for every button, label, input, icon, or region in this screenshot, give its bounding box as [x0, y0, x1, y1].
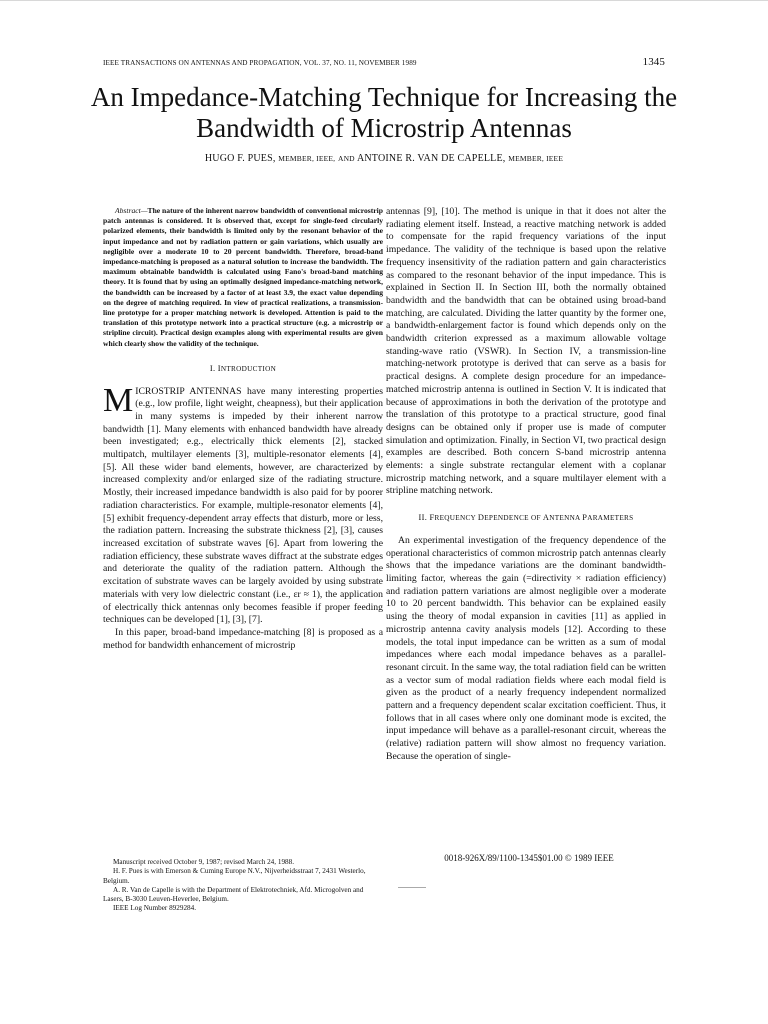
author-membership: MEMBER, IEEE, [278, 154, 336, 163]
section-heading-frequency-dependence: II. FREQUENCY DEPENDENCE OF ANTENNA PARAMETERS [418, 513, 634, 523]
section-heading-introduction: I. INTRODUCTION [209, 363, 277, 373]
footnote-author1: H. F. Pues is with Emerson & Cuming Europe N.V., Nijverheidsstraat 7, 2431 Westerlo, Belgium. [103, 867, 366, 885]
section2-paragraph: An experimental investigation of the frequency dependence of the operational characteristics of common microstrip patch antennas clearly shows that the impedance variations are the dominant bandwidth-limiting factor, whereas the gain (=directivity × radiation efficiency) and radiation pattern variations are almost negligible over a moderate 10 to 20 percent bandwidth. This behavior can be explained easily using the theory of modal expansion in cavities [11] as applied in microstrip antenna cavity analysis models [12]. According to these models, the total input impedance can be written as a sum of modal impedances where each modal impedance behaves as a parallel-resonant circuit. In the same way, the total radiation field can be written as a vector sum of modal radiation fields where each modal field is given as the product of a nearly frequency independent normalized pattern and a frequency dependent scalar excitation coefficient. Thus, it follows that in all cases where only one dominant mode is excited, the input impedance will behave as a parallel-resonant circuit, whereas the (relative) radiation pattern will show almost no frequency variation. Because the operation of single- [386, 534, 666, 762]
abstract-label: Abstract— [115, 206, 148, 215]
abstract [103, 206, 383, 349]
drop-cap: M [103, 381, 134, 419]
footnote-received: Manuscript received October 9, 1987; revised March 24, 1988. [113, 858, 295, 866]
author-conjunction: AND [337, 154, 355, 163]
journal-citation: IEEE TRANSACTIONS ON ANTENNAS AND PROPAGATION, VOL. 37, NO. 11, NOVEMBER 1989 [103, 59, 417, 67]
author-line [90, 153, 678, 164]
intro-continuation: antennas [9], [10]. The method is unique in that it does not alter the radiating element itself. Instead, a reactive matching network is added to compensate for the rapid frequency variations of the input impedance. The validity of the technique is based upon the relative frequency insensitivity of the radiation pattern and gain characteristics as compared to the resonant behavior of the input impedance. This is explained in Section II. In Section III, both the normally obtained bandwidth and the bandwidth that can be obtained using broad-band matching, are calculated. Dividing the latter quantity by the former one, a bandwidth-enlargement factor is found which depends only on the bandwidth criterion expressed as a maximum allowable voltage standing-wave ratio (VSWR). In Section IV, a transmission-line matching-network prototype is derived that can serve as a basis for practical designs. A complete design procedure for an impedance-matched microstrip antenna is outlined in Section V. It is indicated that because of approximations in both the derivation of the prototype and the translation of this prototype to a practical structure, good final designs can be obtained only if proper use is made of computer simulation and optimization. Finally, in Section VI, two practical design examples are described. Both concern S-band microstrip antenna elements: a single substrate rectangular element with a coplanar microstrip matching network, and a square multilayer element with a stripline matching network. [386, 206, 666, 497]
paper-title: An Impedance-Matching Technique for Increasing the Bandwidth of Microstrip Antennas [90, 82, 678, 143]
abstract-text: The nature of the inherent narrow bandwidth of conventional microstrip patch antennas is considered. It is observed that, except for single-feed circularly polarized elements, their bandwidth is limited only by the resonant behavior of the input impedance and not by radiation pattern or gain variations, which usually are negligible over a moderate 10 to 20 percent bandwidth. Therefore, broad-band impedance-matching is proposed as a natural solution to increase the bandwidth. The maximum obtainable bandwidth is calculated using Fano's broad-band matching theory. It is found that by using an optimally designed impedance-matching network, the bandwidth can be increased by a factor of at least 3.9, the exact value depending on the degree of matching required. In view of practical realizations, a transmission-line prototype for a proper matching network is developed. Attention is paid to the translation of this prototype network into a practical structure (e.g. a microstrip or stripline circuit). Practical design examples along with experimental results are given which clearly show the validity of the technique. [103, 206, 383, 348]
author-name: HUGO F. PUES, [204, 153, 276, 164]
footnote-author2: A. R. Van de Capelle is with the Department of Elektrotechniek, Afd. Microgolven and Lasers, B-3030 Leuven-Heverlee, Belgium. [103, 885, 364, 904]
bottom-mark [398, 887, 426, 888]
left-column [103, 206, 383, 652]
page-number: 1345 [642, 56, 665, 68]
author-name: ANTOINE R. VAN DE CAPELLE, [356, 153, 506, 164]
copyright-line: 0018-926X/89/1100-1345$01.00 © 1989 IEEE [444, 853, 614, 863]
author-membership: MEMBER, IEEE [508, 154, 564, 163]
right-column [386, 206, 666, 764]
footnote [103, 858, 383, 914]
intro-paragraph-1: MICROSTRIP ANTENNAS have many interesting properties (e.g., low profile, light weight, cheapness), but their application in many systems is impeded by their inherent narrow bandwidth [1]. Many elements with enhanced bandwidth have already been investigated; e.g., electrically thick elements [2], stacked multipatch, multilayer elements [3], multiple-resonator elements [4], [5]. All these wider band elements, however, are characterized by increased complexity and/or enlarged size of the radiating structure. Mostly, their increased impedance bandwidth is also paid for by poorer radiation characteristics. For example, multiple-resonator elements [4], [5] exhibit frequency-dependent array effects that disturb, more or less, the radiation pattern. Increasing the substrate thickness [2], [3], causes increased excitation of substrate waves [6]. Apart from lowering the radiation efficiency, these substrate waves diffract at the substrate edges and deteriorate the quality of the radiation pattern. Although the excitation of substrate waves can be largely avoided by using substrate materials with very low dielectric constant (i.e., εr ≈ 1), the application of electrically thick antennas only becomes feasible if proper feeding techniques can be developed [1], [3], [7]. [103, 381, 383, 626]
running-header [103, 56, 665, 70]
intro-paragraph-2: In this paper, broad-band impedance-matching [8] is proposed as a method for bandwidth enhancement of microstrip [103, 626, 383, 651]
top-border [0, 0, 768, 1]
footnote-log: IEEE Log Number 8929284. [113, 904, 197, 913]
